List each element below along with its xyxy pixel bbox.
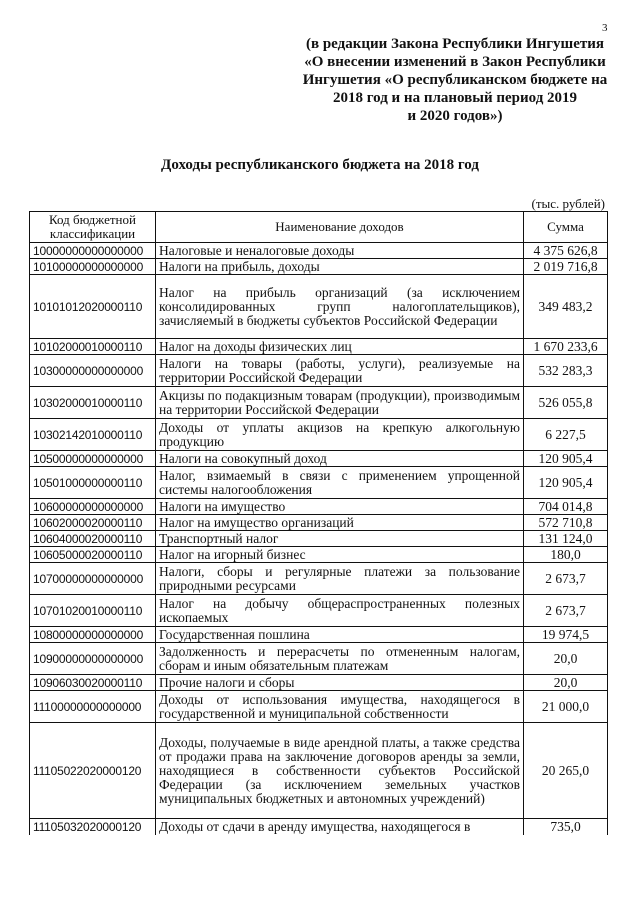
row-code: 10605000020000110 xyxy=(30,547,156,563)
table-row xyxy=(30,467,608,499)
row-code: 10100000000000000 xyxy=(30,259,156,275)
row-sum: 349 483,2 xyxy=(524,275,608,339)
amendment-note-line: (в редакции Закона Республики Ингушетия xyxy=(305,36,604,52)
table-row xyxy=(30,547,608,563)
row-code: 10101012020000110 xyxy=(30,275,156,339)
row-code: 10700000000000000 xyxy=(30,563,156,595)
row-sum: 20,0 xyxy=(524,643,608,675)
row-name: Налог, взимаемый в связи с применением упрощенной системы налогообложения xyxy=(156,467,524,499)
page-number: 3 xyxy=(602,22,608,34)
table-row xyxy=(30,723,608,819)
column-header-sum: Сумма xyxy=(524,212,608,243)
row-sum: 2 019 716,8 xyxy=(524,259,608,275)
row-name: Доходы, получаемые в виде арендной платы, а также средства от продажи права на заключение договоров аренды за земли, находящиеся в собственности субъектов Российской Федерации (за исключением земельных участков муниципальных бюджетных и автономных учреждений) xyxy=(156,723,524,819)
table-row xyxy=(30,275,608,339)
table-row xyxy=(30,499,608,515)
row-name: Налог на доходы физических лиц xyxy=(156,339,524,355)
table-row xyxy=(30,675,608,691)
row-name: Доходы от сдачи в аренду имущества, находящегося в xyxy=(156,819,524,835)
row-code: 10900000000000000 xyxy=(30,643,156,675)
row-name: Налоги, сборы и регулярные платежи за пользование природными ресурсами xyxy=(156,563,524,595)
table-row xyxy=(30,515,608,531)
row-code: 10300000000000000 xyxy=(30,355,156,387)
row-name: Налог на имущество организаций xyxy=(156,515,524,531)
column-header-code: Код бюджетной классификации xyxy=(30,212,156,243)
row-code: 10302142010000110 xyxy=(30,419,156,451)
row-name: Налоговые и неналоговые доходы xyxy=(156,243,524,259)
units-label: (тыс. рублей) xyxy=(531,196,605,211)
table-row xyxy=(30,259,608,275)
row-code: 10701020010000110 xyxy=(30,595,156,627)
row-sum: 120 905,4 xyxy=(524,467,608,499)
table-row xyxy=(30,595,608,627)
document-title: Доходы республиканского бюджета на 2018 год xyxy=(161,157,479,173)
row-code: 11105022020000120 xyxy=(30,723,156,819)
row-name: Налог на игорный бизнес xyxy=(156,547,524,563)
table-row xyxy=(30,691,608,723)
row-name: Доходы от уплаты акцизов на крепкую алкогольную продукцию xyxy=(156,419,524,451)
row-sum: 1 670 233,6 xyxy=(524,339,608,355)
row-sum: 19 974,5 xyxy=(524,627,608,643)
row-sum: 526 055,8 xyxy=(524,387,608,419)
row-sum: 532 283,3 xyxy=(524,355,608,387)
row-sum: 120 905,4 xyxy=(524,451,608,467)
row-code: 10906030020000110 xyxy=(30,675,156,691)
amendment-note xyxy=(290,35,620,125)
row-code: 10500000000000000 xyxy=(30,451,156,467)
revenue-table xyxy=(29,211,608,835)
row-sum: 20 265,0 xyxy=(524,723,608,819)
table-row xyxy=(30,451,608,467)
table-row xyxy=(30,339,608,355)
row-sum: 20,0 xyxy=(524,675,608,691)
row-name: Доходы от использования имущества, находящегося в государственной и муниципальной собственности xyxy=(156,691,524,723)
row-sum: 4 375 626,8 xyxy=(524,243,608,259)
row-name: Государственная пошлина xyxy=(156,627,524,643)
row-code: 11100000000000000 xyxy=(30,691,156,723)
row-name: Транспортный налог xyxy=(156,531,524,547)
row-name: Задолженность и перерасчеты по отмененным налогам, сборам и иным обязательным платежам xyxy=(156,643,524,675)
row-code: 10501000000000110 xyxy=(30,467,156,499)
row-code: 11105032020000120 xyxy=(30,819,156,835)
amendment-note-line: 2018 год и на плановый период 2019 xyxy=(332,90,578,106)
row-code: 10800000000000000 xyxy=(30,627,156,643)
row-code: 10604000020000110 xyxy=(30,531,156,547)
table-row xyxy=(30,355,608,387)
row-name: Налоги на товары (работы, услуги), реализуемые на территории Российской Федерации xyxy=(156,355,524,387)
column-header-name: Наименование доходов xyxy=(156,212,524,243)
row-name: Налог на добычу общераспространенных полезных ископаемых xyxy=(156,595,524,627)
table-row xyxy=(30,419,608,451)
amendment-note-line: и 2020 годов») xyxy=(407,108,503,124)
table-row xyxy=(30,563,608,595)
row-code: 10102000010000110 xyxy=(30,339,156,355)
row-sum: 2 673,7 xyxy=(524,595,608,627)
row-name: Налоги на имущество xyxy=(156,499,524,515)
row-code: 10302000010000110 xyxy=(30,387,156,419)
row-sum: 572 710,8 xyxy=(524,515,608,531)
row-sum: 704 014,8 xyxy=(524,499,608,515)
row-code: 10600000000000000 xyxy=(30,499,156,515)
row-sum: 2 673,7 xyxy=(524,563,608,595)
table-row xyxy=(30,819,608,835)
row-sum: 21 000,0 xyxy=(524,691,608,723)
row-sum: 735,0 xyxy=(524,819,608,835)
table-header-row xyxy=(30,212,608,243)
table-row xyxy=(30,531,608,547)
row-sum: 6 227,5 xyxy=(524,419,608,451)
row-name: Прочие налоги и сборы xyxy=(156,675,524,691)
row-name: Акцизы по подакцизным товарам (продукции), производимым на территории Российской Федерации xyxy=(156,387,524,419)
row-code: 10000000000000000 xyxy=(30,243,156,259)
row-sum: 180,0 xyxy=(524,547,608,563)
table-row xyxy=(30,643,608,675)
row-name: Налоги на совокупный доход xyxy=(156,451,524,467)
row-name: Налоги на прибыль, доходы xyxy=(156,259,524,275)
table-row xyxy=(30,243,608,259)
row-code: 10602000020000110 xyxy=(30,515,156,531)
row-sum: 131 124,0 xyxy=(524,531,608,547)
amendment-note-line: Ингушетия «О республиканском бюджете на xyxy=(302,72,608,88)
amendment-note-line: «О внесении изменений в Закон Республики xyxy=(304,54,606,70)
table-row xyxy=(30,627,608,643)
table-row xyxy=(30,387,608,419)
row-name: Налог на прибыль организаций (за исключением консолидированных групп налогоплательщиков), зачисляемый в бюджеты субъектов Российской Федерации xyxy=(156,275,524,339)
